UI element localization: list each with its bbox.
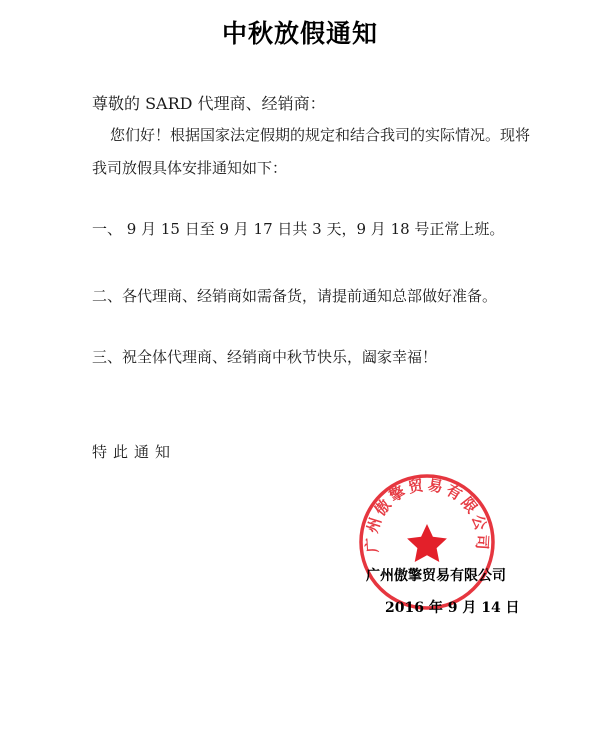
page-title: 中秋放假通知 xyxy=(221,19,378,48)
closing-statement: 特此通知 xyxy=(92,443,177,461)
list-item-3: 三、祝全体代理商、经销商中秋节快乐，阖家幸福！ xyxy=(92,348,438,366)
list-item-1: 一、 9 月 15 日至 9 月 17 日共 3 天，9 月 18 号正常上班。 xyxy=(92,220,505,238)
body-paragraph-line-1: 您们好！根据国家法定假期的规定和结合我司的实际情况。现将 xyxy=(110,126,531,144)
body-paragraph-line-2: 我司放假具体安排通知如下： xyxy=(92,159,288,177)
company-seal-stamp xyxy=(357,472,497,612)
star-icon xyxy=(407,524,447,562)
company-signature: 广州傲擎贸易有限公司 xyxy=(366,568,506,584)
seal-text: 广州傲擎贸易有限公司 xyxy=(362,475,492,554)
list-item-2: 二、各代理商、经销商如需备货，请提前通知总部做好准备。 xyxy=(92,287,498,305)
signature-date: 2016 年 9 月 14 日 xyxy=(385,600,520,616)
salutation: 尊敬的 SARD 代理商、经销商： xyxy=(92,94,326,113)
